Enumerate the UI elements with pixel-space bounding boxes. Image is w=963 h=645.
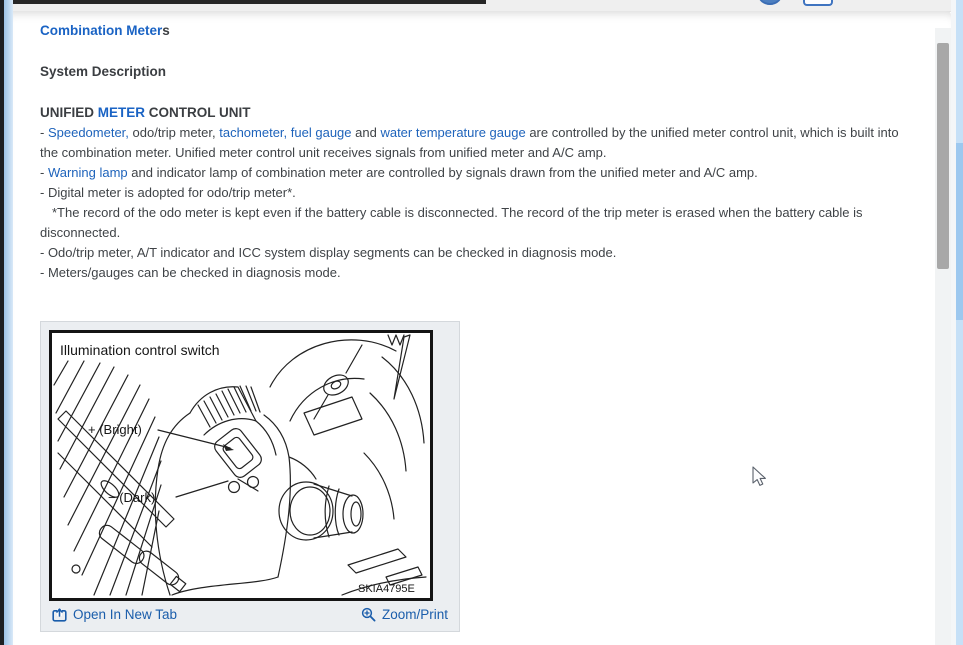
paragraph <box>40 243 920 263</box>
text-run: and <box>351 125 381 140</box>
figure-caption-label: Illumination control switch <box>60 342 220 358</box>
text-run: *The record of the odo meter is kept even if the battery cable is disconnected. The record of the trip meter is erased when the battery cable is disconnected. <box>40 205 863 240</box>
zoom-print-label: Zoom/Print <box>381 607 448 622</box>
text-run: odo/trip meter, <box>128 125 220 140</box>
open-in-new-tab-icon[interactable] <box>52 607 67 622</box>
text-run: - Digital meter is adopted for odo/trip meter*. <box>40 185 296 200</box>
window-edge-right-blue <box>956 0 963 645</box>
document-content <box>40 21 920 283</box>
mouse-cursor <box>752 466 768 493</box>
figure-widget <box>40 321 460 632</box>
text-run: s <box>162 23 170 38</box>
bright-label: + (Bright) <box>88 422 142 437</box>
figure-code-label: SKIA4795E <box>358 583 415 595</box>
open-in-new-tab-link[interactable] <box>52 607 177 622</box>
inline-link[interactable]: tachometer, <box>219 125 288 140</box>
description-paragraphs <box>40 123 920 283</box>
inline-link[interactable]: Warning lamp <box>47 165 128 180</box>
paragraph <box>40 123 920 163</box>
text-run: and indicator lamp of combination meter are controlled by signals drawn from the unified meter and A/C amp. <box>127 165 758 180</box>
figure-links-row <box>49 601 451 628</box>
paragraph <box>40 263 920 283</box>
inline-link[interactable]: Speedometer, <box>47 125 129 140</box>
paragraph <box>40 183 920 203</box>
text-run: - Meters/gauges can be checked in diagnosis mode. <box>40 265 341 280</box>
page-title <box>40 21 920 41</box>
highlight-text: Combination Meter <box>40 23 163 38</box>
zoom-print-link[interactable] <box>361 607 448 622</box>
dark-label: − (Dark) <box>108 490 156 505</box>
text-run: CONTROL UNIT <box>145 105 251 120</box>
inline-link[interactable]: water temperature gauge <box>380 125 526 140</box>
inline-link[interactable]: fuel gauge <box>290 125 352 140</box>
document-panel <box>13 11 951 645</box>
text-run: UNIFIED <box>40 105 98 120</box>
toolbar-dark-bar <box>13 0 486 4</box>
text-run: - Odo/trip meter, A/T indicator and ICC system display segments can be checked in diagnosis mode. <box>40 245 617 260</box>
paragraph <box>40 163 920 183</box>
text-run: - <box>40 165 48 180</box>
zoom-magnifier-icon[interactable] <box>361 607 376 622</box>
text-run: - <box>40 125 48 140</box>
subsection-heading <box>40 103 920 123</box>
scrollbar-thumb[interactable] <box>937 43 949 269</box>
text-run: are controlled by the unified meter control unit, which is built into the combination meter. Unified meter control unit receives signals from unified meter and A/C amp. <box>40 125 899 160</box>
section-heading: System Description <box>40 64 167 79</box>
print-icon[interactable] <box>803 0 833 6</box>
figure-illustration <box>52 333 430 598</box>
highlight-text: METER <box>97 105 146 120</box>
paragraph <box>40 203 920 243</box>
open-in-new-tab-label: Open In New Tab <box>73 607 178 622</box>
window-edge-left-blue <box>4 0 13 645</box>
figure-image <box>49 330 433 601</box>
